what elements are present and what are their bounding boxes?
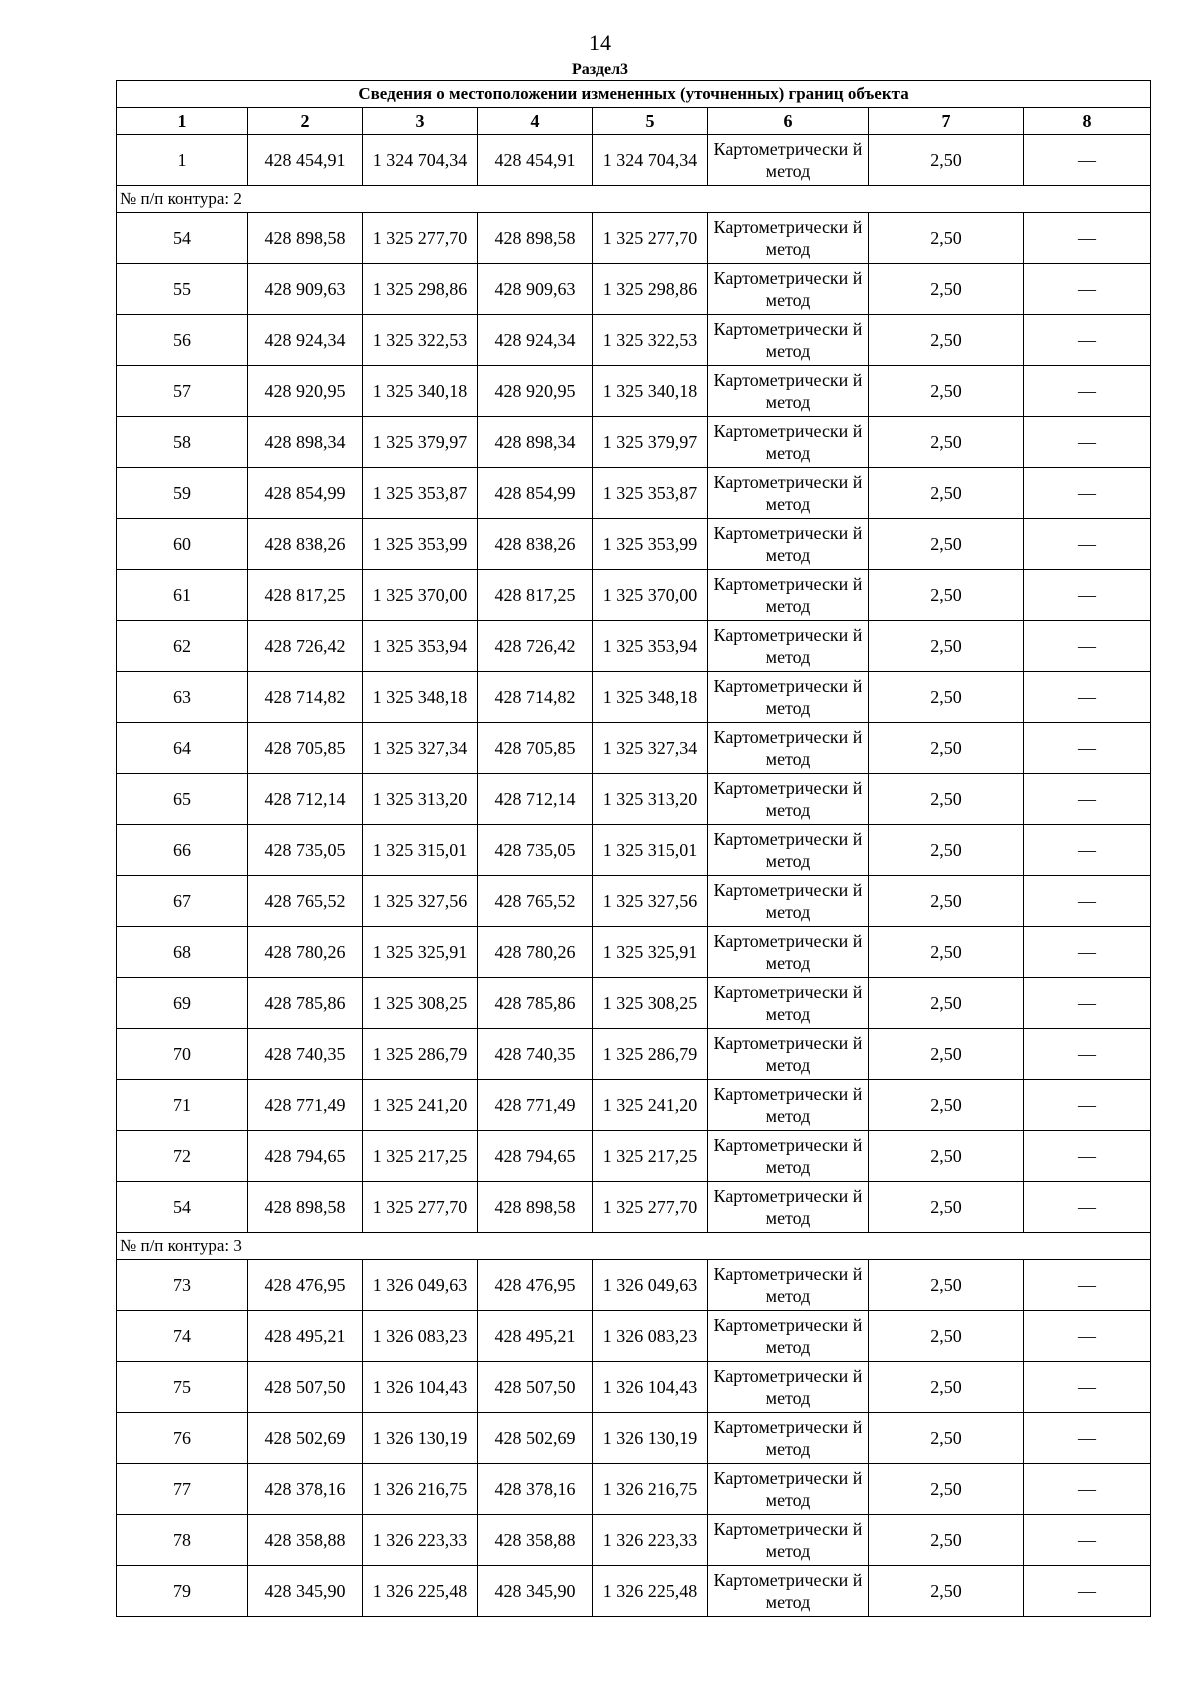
x-coordinate-cell: 428 854,99 — [248, 468, 363, 519]
x-coordinate-cell: 428 735,05 — [478, 825, 593, 876]
x-coordinate-cell: 428 765,52 — [478, 876, 593, 927]
table-row — [117, 264, 1151, 315]
method-cell: Картометрически й метод — [708, 213, 869, 264]
y-coordinate-cell: 1 325 353,87 — [593, 468, 708, 519]
y-coordinate-cell: 1 326 225,48 — [363, 1566, 478, 1617]
y-coordinate-cell: 1 326 130,19 — [593, 1413, 708, 1464]
accuracy-cell: 2,50 — [869, 1566, 1024, 1617]
x-coordinate-cell: 428 476,95 — [248, 1260, 363, 1311]
column-header: 8 — [1024, 108, 1151, 135]
table-caption-row — [117, 81, 1151, 108]
point-number-cell: 67 — [117, 876, 248, 927]
description-cell: — — [1024, 1566, 1151, 1617]
description-cell: — — [1024, 927, 1151, 978]
x-coordinate-cell: 428 771,49 — [478, 1080, 593, 1131]
y-coordinate-cell: 1 325 327,34 — [593, 723, 708, 774]
y-coordinate-cell: 1 325 348,18 — [593, 672, 708, 723]
point-number-cell: 1 — [117, 135, 248, 186]
description-cell: — — [1024, 570, 1151, 621]
y-coordinate-cell: 1 325 348,18 — [363, 672, 478, 723]
table-row — [117, 570, 1151, 621]
x-coordinate-cell: 428 740,35 — [478, 1029, 593, 1080]
table-row — [117, 1413, 1151, 1464]
point-number-cell: 72 — [117, 1131, 248, 1182]
contour-label: № п/п контура: 2 — [117, 186, 1151, 213]
description-cell: — — [1024, 774, 1151, 825]
y-coordinate-cell: 1 325 353,99 — [593, 519, 708, 570]
accuracy-cell: 2,50 — [869, 978, 1024, 1029]
x-coordinate-cell: 428 898,58 — [248, 213, 363, 264]
y-coordinate-cell: 1 325 286,79 — [363, 1029, 478, 1080]
x-coordinate-cell: 428 378,16 — [248, 1464, 363, 1515]
method-cell: Картометрически й метод — [708, 876, 869, 927]
y-coordinate-cell: 1 326 104,43 — [593, 1362, 708, 1413]
method-cell: Картометрически й метод — [708, 1362, 869, 1413]
accuracy-cell: 2,50 — [869, 1080, 1024, 1131]
table-row — [117, 1362, 1151, 1413]
description-cell: — — [1024, 468, 1151, 519]
table-row — [117, 1464, 1151, 1515]
point-number-cell: 62 — [117, 621, 248, 672]
table-row — [117, 1566, 1151, 1617]
accuracy-cell: 2,50 — [869, 213, 1024, 264]
point-number-cell: 74 — [117, 1311, 248, 1362]
method-cell: Картометрически й метод — [708, 774, 869, 825]
accuracy-cell: 2,50 — [869, 1464, 1024, 1515]
method-cell: Картометрически й метод — [708, 366, 869, 417]
method-cell: Картометрически й метод — [708, 825, 869, 876]
accuracy-cell: 2,50 — [869, 825, 1024, 876]
x-coordinate-cell: 428 358,88 — [478, 1515, 593, 1566]
y-coordinate-cell: 1 325 340,18 — [363, 366, 478, 417]
point-number-cell: 70 — [117, 1029, 248, 1080]
accuracy-cell: 2,50 — [869, 1131, 1024, 1182]
description-cell: — — [1024, 1311, 1151, 1362]
description-cell: — — [1024, 135, 1151, 186]
x-coordinate-cell: 428 817,25 — [248, 570, 363, 621]
section-title: Раздел3 — [571, 61, 629, 78]
column-header: 1 — [117, 108, 248, 135]
x-coordinate-cell: 428 705,85 — [478, 723, 593, 774]
table-row — [117, 672, 1151, 723]
x-coordinate-cell: 428 838,26 — [478, 519, 593, 570]
y-coordinate-cell: 1 325 327,56 — [363, 876, 478, 927]
x-coordinate-cell: 428 714,82 — [248, 672, 363, 723]
y-coordinate-cell: 1 325 286,79 — [593, 1029, 708, 1080]
x-coordinate-cell: 428 740,35 — [248, 1029, 363, 1080]
accuracy-cell: 2,50 — [869, 927, 1024, 978]
table-row — [117, 825, 1151, 876]
table-row — [117, 213, 1151, 264]
accuracy-cell: 2,50 — [869, 1515, 1024, 1566]
x-coordinate-cell: 428 358,88 — [248, 1515, 363, 1566]
column-header: 6 — [708, 108, 869, 135]
table-row — [117, 621, 1151, 672]
method-cell: Картометрически й метод — [708, 621, 869, 672]
y-coordinate-cell: 1 325 325,91 — [363, 927, 478, 978]
column-header: 4 — [478, 108, 593, 135]
y-coordinate-cell: 1 325 327,56 — [593, 876, 708, 927]
point-number-cell: 55 — [117, 264, 248, 315]
table-row — [117, 1311, 1151, 1362]
x-coordinate-cell: 428 771,49 — [248, 1080, 363, 1131]
method-cell: Картометрически й метод — [708, 519, 869, 570]
table-row — [117, 1080, 1151, 1131]
y-coordinate-cell: 1 325 379,97 — [363, 417, 478, 468]
y-coordinate-cell: 1 325 217,25 — [363, 1131, 478, 1182]
x-coordinate-cell: 428 817,25 — [478, 570, 593, 621]
table-row — [117, 723, 1151, 774]
table-row — [117, 1182, 1151, 1233]
y-coordinate-cell: 1 326 104,43 — [363, 1362, 478, 1413]
point-number-cell: 76 — [117, 1413, 248, 1464]
method-cell: Картометрически й метод — [708, 1131, 869, 1182]
point-number-cell: 66 — [117, 825, 248, 876]
table-row — [117, 417, 1151, 468]
coordinates-table — [116, 80, 1151, 1617]
table-row — [117, 468, 1151, 519]
y-coordinate-cell: 1 326 223,33 — [593, 1515, 708, 1566]
method-cell: Картометрически й метод — [708, 468, 869, 519]
x-coordinate-cell: 428 909,63 — [478, 264, 593, 315]
method-cell: Картометрически й метод — [708, 1182, 869, 1233]
point-number-cell: 64 — [117, 723, 248, 774]
x-coordinate-cell: 428 502,69 — [248, 1413, 363, 1464]
y-coordinate-cell: 1 326 216,75 — [363, 1464, 478, 1515]
method-cell: Картометрически й метод — [708, 672, 869, 723]
contour-label: № п/п контура: 3 — [117, 1233, 1151, 1260]
description-cell: — — [1024, 1131, 1151, 1182]
description-cell: — — [1024, 723, 1151, 774]
x-coordinate-cell: 428 378,16 — [478, 1464, 593, 1515]
y-coordinate-cell: 1 325 315,01 — [363, 825, 478, 876]
point-number-cell: 77 — [117, 1464, 248, 1515]
accuracy-cell: 2,50 — [869, 876, 1024, 927]
y-coordinate-cell: 1 326 083,23 — [593, 1311, 708, 1362]
table-row — [117, 876, 1151, 927]
method-cell: Картометрически й метод — [708, 978, 869, 1029]
table-row — [117, 978, 1151, 1029]
y-coordinate-cell: 1 326 216,75 — [593, 1464, 708, 1515]
x-coordinate-cell: 428 454,91 — [248, 135, 363, 186]
table-row — [117, 1029, 1151, 1080]
description-cell: — — [1024, 672, 1151, 723]
description-cell: — — [1024, 519, 1151, 570]
method-cell: Картометрически й метод — [708, 1566, 869, 1617]
method-cell: Картометрически й метод — [708, 1080, 869, 1131]
y-coordinate-cell: 1 326 223,33 — [363, 1515, 478, 1566]
accuracy-cell: 2,50 — [869, 264, 1024, 315]
column-header: 2 — [248, 108, 363, 135]
method-cell: Картометрически й метод — [708, 1464, 869, 1515]
description-cell: — — [1024, 1260, 1151, 1311]
point-number-cell: 75 — [117, 1362, 248, 1413]
y-coordinate-cell: 1 326 225,48 — [593, 1566, 708, 1617]
y-coordinate-cell: 1 325 322,53 — [593, 315, 708, 366]
point-number-cell: 59 — [117, 468, 248, 519]
x-coordinate-cell: 428 507,50 — [248, 1362, 363, 1413]
method-cell: Картометрически й метод — [708, 927, 869, 978]
x-coordinate-cell: 428 454,91 — [478, 135, 593, 186]
y-coordinate-cell: 1 325 379,97 — [593, 417, 708, 468]
point-number-cell: 57 — [117, 366, 248, 417]
y-coordinate-cell: 1 325 353,87 — [363, 468, 478, 519]
column-header: 7 — [869, 108, 1024, 135]
accuracy-cell: 2,50 — [869, 774, 1024, 825]
x-coordinate-cell: 428 794,65 — [478, 1131, 593, 1182]
x-coordinate-cell: 428 507,50 — [478, 1362, 593, 1413]
y-coordinate-cell: 1 325 327,34 — [363, 723, 478, 774]
y-coordinate-cell: 1 325 308,25 — [593, 978, 708, 1029]
accuracy-cell: 2,50 — [869, 1413, 1024, 1464]
y-coordinate-cell: 1 325 322,53 — [363, 315, 478, 366]
y-coordinate-cell: 1 325 298,86 — [363, 264, 478, 315]
y-coordinate-cell: 1 325 277,70 — [363, 213, 478, 264]
table-body — [117, 81, 1151, 1617]
point-number-cell: 79 — [117, 1566, 248, 1617]
method-cell: Картометрически й метод — [708, 264, 869, 315]
y-coordinate-cell: 1 326 049,63 — [593, 1260, 708, 1311]
method-cell: Картометрически й метод — [708, 1413, 869, 1464]
x-coordinate-cell: 428 780,26 — [248, 927, 363, 978]
page-number: 14 — [589, 30, 611, 55]
x-coordinate-cell: 428 726,42 — [478, 621, 593, 672]
y-coordinate-cell: 1 325 217,25 — [593, 1131, 708, 1182]
y-coordinate-cell: 1 325 370,00 — [363, 570, 478, 621]
method-cell: Картометрически й метод — [708, 135, 869, 186]
table-row — [117, 927, 1151, 978]
x-coordinate-cell: 428 714,82 — [478, 672, 593, 723]
accuracy-cell: 2,50 — [869, 1029, 1024, 1080]
point-number-cell: 69 — [117, 978, 248, 1029]
x-coordinate-cell: 428 854,99 — [478, 468, 593, 519]
y-coordinate-cell: 1 325 241,20 — [363, 1080, 478, 1131]
x-coordinate-cell: 428 898,58 — [478, 213, 593, 264]
x-coordinate-cell: 428 345,90 — [478, 1566, 593, 1617]
y-coordinate-cell: 1 325 277,70 — [593, 213, 708, 264]
y-coordinate-cell: 1 325 353,99 — [363, 519, 478, 570]
x-coordinate-cell: 428 838,26 — [248, 519, 363, 570]
method-cell: Картометрически й метод — [708, 315, 869, 366]
x-coordinate-cell: 428 785,86 — [248, 978, 363, 1029]
point-number-cell: 63 — [117, 672, 248, 723]
y-coordinate-cell: 1 325 313,20 — [363, 774, 478, 825]
description-cell: — — [1024, 1464, 1151, 1515]
y-coordinate-cell: 1 325 308,25 — [363, 978, 478, 1029]
contour-row — [117, 1233, 1151, 1260]
y-coordinate-cell: 1 325 370,00 — [593, 570, 708, 621]
method-cell: Картометрически й метод — [708, 1515, 869, 1566]
method-cell: Картометрически й метод — [708, 1311, 869, 1362]
x-coordinate-cell: 428 898,58 — [478, 1182, 593, 1233]
x-coordinate-cell: 428 924,34 — [478, 315, 593, 366]
point-number-cell: 65 — [117, 774, 248, 825]
x-coordinate-cell: 428 785,86 — [478, 978, 593, 1029]
table-row — [117, 135, 1151, 186]
x-coordinate-cell: 428 909,63 — [248, 264, 363, 315]
x-coordinate-cell: 428 920,95 — [478, 366, 593, 417]
column-header: 5 — [593, 108, 708, 135]
point-number-cell: 60 — [117, 519, 248, 570]
description-cell: — — [1024, 264, 1151, 315]
description-cell: — — [1024, 213, 1151, 264]
y-coordinate-cell: 1 325 353,94 — [363, 621, 478, 672]
accuracy-cell: 2,50 — [869, 519, 1024, 570]
point-number-cell: 78 — [117, 1515, 248, 1566]
description-cell: — — [1024, 1080, 1151, 1131]
x-coordinate-cell: 428 495,21 — [248, 1311, 363, 1362]
x-coordinate-cell: 428 712,14 — [478, 774, 593, 825]
x-coordinate-cell: 428 345,90 — [248, 1566, 363, 1617]
y-coordinate-cell: 1 325 325,91 — [593, 927, 708, 978]
method-cell: Картометрически й метод — [708, 723, 869, 774]
accuracy-cell: 2,50 — [869, 1362, 1024, 1413]
y-coordinate-cell: 1 325 241,20 — [593, 1080, 708, 1131]
point-number-cell: 73 — [117, 1260, 248, 1311]
contour-row — [117, 186, 1151, 213]
point-number-cell: 61 — [117, 570, 248, 621]
description-cell: — — [1024, 825, 1151, 876]
x-coordinate-cell: 428 898,58 — [248, 1182, 363, 1233]
description-cell: — — [1024, 366, 1151, 417]
x-coordinate-cell: 428 765,52 — [248, 876, 363, 927]
y-coordinate-cell: 1 326 130,19 — [363, 1413, 478, 1464]
y-coordinate-cell: 1 325 340,18 — [593, 366, 708, 417]
x-coordinate-cell: 428 705,85 — [248, 723, 363, 774]
accuracy-cell: 2,50 — [869, 570, 1024, 621]
description-cell: — — [1024, 621, 1151, 672]
accuracy-cell: 2,50 — [869, 315, 1024, 366]
method-cell: Картометрически й метод — [708, 570, 869, 621]
x-coordinate-cell: 428 726,42 — [248, 621, 363, 672]
x-coordinate-cell: 428 924,34 — [248, 315, 363, 366]
x-coordinate-cell: 428 794,65 — [248, 1131, 363, 1182]
description-cell: — — [1024, 1413, 1151, 1464]
y-coordinate-cell: 1 325 277,70 — [363, 1182, 478, 1233]
table-row — [117, 1515, 1151, 1566]
accuracy-cell: 2,50 — [869, 366, 1024, 417]
column-header: 3 — [363, 108, 478, 135]
table-row — [117, 519, 1151, 570]
x-coordinate-cell: 428 735,05 — [248, 825, 363, 876]
accuracy-cell: 2,50 — [869, 417, 1024, 468]
point-number-cell: 54 — [117, 213, 248, 264]
x-coordinate-cell: 428 898,34 — [248, 417, 363, 468]
method-cell: Картометрически й метод — [708, 417, 869, 468]
y-coordinate-cell: 1 325 298,86 — [593, 264, 708, 315]
accuracy-cell: 2,50 — [869, 672, 1024, 723]
table-row — [117, 774, 1151, 825]
x-coordinate-cell: 428 898,34 — [478, 417, 593, 468]
accuracy-cell: 2,50 — [869, 1260, 1024, 1311]
x-coordinate-cell: 428 476,95 — [478, 1260, 593, 1311]
method-cell: Картометрически й метод — [708, 1260, 869, 1311]
y-coordinate-cell: 1 325 353,94 — [593, 621, 708, 672]
x-coordinate-cell: 428 780,26 — [478, 927, 593, 978]
y-coordinate-cell: 1 324 704,34 — [363, 135, 478, 186]
y-coordinate-cell: 1 325 277,70 — [593, 1182, 708, 1233]
accuracy-cell: 2,50 — [869, 468, 1024, 519]
description-cell: — — [1024, 978, 1151, 1029]
description-cell: — — [1024, 876, 1151, 927]
description-cell: — — [1024, 1515, 1151, 1566]
description-cell: — — [1024, 1182, 1151, 1233]
table-row — [117, 366, 1151, 417]
accuracy-cell: 2,50 — [869, 135, 1024, 186]
y-coordinate-cell: 1 325 315,01 — [593, 825, 708, 876]
method-cell: Картометрически й метод — [708, 1029, 869, 1080]
table-header-row — [117, 108, 1151, 135]
y-coordinate-cell: 1 326 083,23 — [363, 1311, 478, 1362]
y-coordinate-cell: 1 325 313,20 — [593, 774, 708, 825]
table-row — [117, 1260, 1151, 1311]
table-row — [117, 1131, 1151, 1182]
accuracy-cell: 2,50 — [869, 1182, 1024, 1233]
table-caption: Сведения о местоположении измененных (уточненных) границ объекта — [117, 81, 1151, 108]
x-coordinate-cell: 428 920,95 — [248, 366, 363, 417]
x-coordinate-cell: 428 712,14 — [248, 774, 363, 825]
description-cell: — — [1024, 1362, 1151, 1413]
point-number-cell: 71 — [117, 1080, 248, 1131]
description-cell: — — [1024, 315, 1151, 366]
y-coordinate-cell: 1 326 049,63 — [363, 1260, 478, 1311]
accuracy-cell: 2,50 — [869, 1311, 1024, 1362]
y-coordinate-cell: 1 324 704,34 — [593, 135, 708, 186]
description-cell: — — [1024, 417, 1151, 468]
point-number-cell: 68 — [117, 927, 248, 978]
accuracy-cell: 2,50 — [869, 723, 1024, 774]
point-number-cell: 58 — [117, 417, 248, 468]
x-coordinate-cell: 428 495,21 — [478, 1311, 593, 1362]
accuracy-cell: 2,50 — [869, 621, 1024, 672]
x-coordinate-cell: 428 502,69 — [478, 1413, 593, 1464]
description-cell: — — [1024, 1029, 1151, 1080]
table-row — [117, 315, 1151, 366]
point-number-cell: 54 — [117, 1182, 248, 1233]
point-number-cell: 56 — [117, 315, 248, 366]
